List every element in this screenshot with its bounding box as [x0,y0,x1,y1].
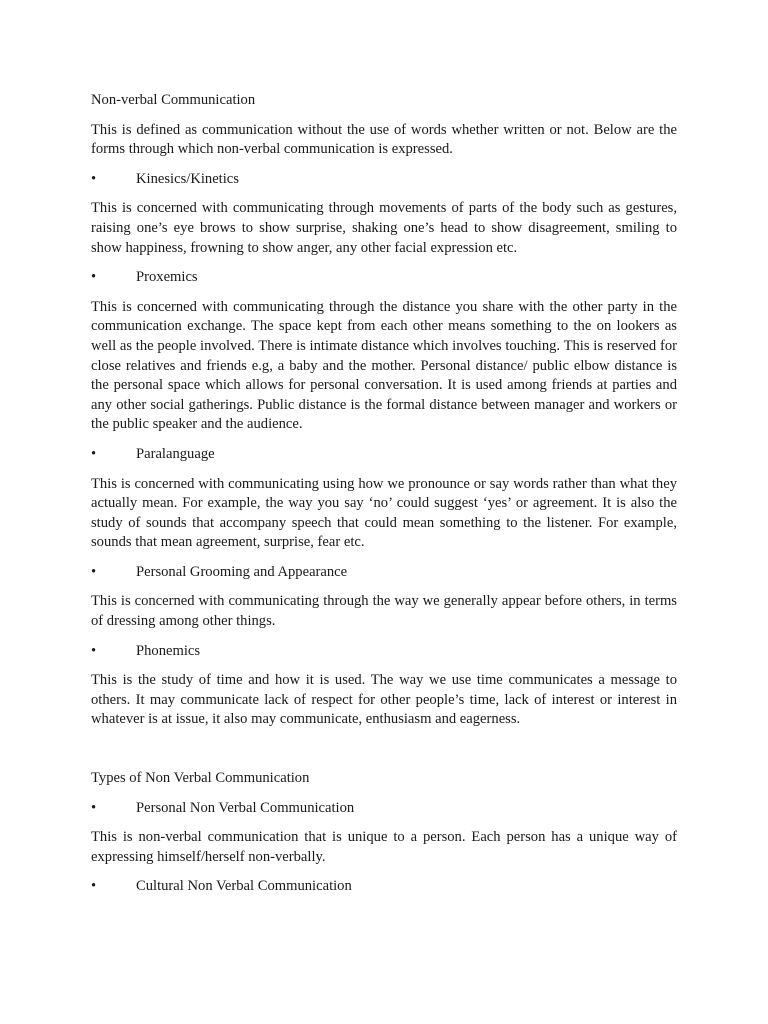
bullet-marker: • [91,563,97,580]
bullet-marker: • [91,269,97,286]
list-item-label: Paralanguage [136,445,215,462]
list-item-kinesics [91,170,677,190]
list-item-proxemics [91,268,677,288]
bullet-marker: • [91,445,97,462]
list-item-label: Phonemics [136,642,201,659]
phonemics-paragraph: This is the study of time and how it is used. The way we use time communicates a message to others. It may communicate lack of respect for other people’s time, lack of interest or interest in whatever is at issue, it also may communicate, enthusiasm and eagerness. [91,672,677,728]
bullet-marker: • [91,799,97,816]
bullet-marker: • [91,642,97,659]
list-item-paralanguage [91,445,677,465]
list-item-label: Personal Grooming and Appearance [136,563,348,580]
section-spacer [91,740,677,769]
intro-paragraph: This is defined as communication without the use of words whether written or not. Below are the forms through which non-verbal communication is expressed. [91,121,677,158]
list-item-grooming [91,563,677,583]
list-item-phonemics [91,642,677,662]
list-item-label: Cultural Non Verbal Communication [136,878,352,895]
personal-paragraph: This is non-verbal communication that is unique to a person. Each person has a unique way of expressing himself/herself non-verbally. [91,829,677,865]
list-item-personal [91,799,677,819]
list-item-cultural [91,877,677,897]
grooming-paragraph: This is concerned with communicating through the way we generally appear before others, in terms of dressing among other things. [91,593,677,630]
list-item-label: Kinesics/Kinetics [136,170,239,187]
proxemics-paragraph: This is concerned with communicating through the distance you share with the other party in the communication exchange. The space kept from each other means something to the on lookers as well as the people involved. There is intimate distance which involves touching. This is reserved for close relatives and friends e.g, a baby and the mother. Personal distance/ public elbow distance is the personal space which allows for personal conversation. It is used among friends at parties and any other social gatherings. Public distance is the formal distance between manager and workers or the public speaker and the audience. [91,298,677,433]
list-item-label: Proxemics [136,269,198,286]
kinesics-paragraph: This is concerned with communicating through movements of parts of the body such as gestures, raising one’s eye brows to show surprise, shaking one’s head to show disagreement, smiling to show happiness, frowning to show anger, any other facial expression etc. [91,200,677,256]
paralanguage-paragraph: This is concerned with communicating using how we pronounce or say words rather than what they actually mean. For example, the way you say ‘no’ could suggest ‘yes’ or agreement. It is also the study of sounds that accompany speech that could mean something to the listener. For example, sounds that mean agreement, surprise, fear etc. [91,475,677,551]
list-item-label: Personal Non Verbal Communication [136,799,355,816]
section-title-types: Types of Non Verbal Communication [91,770,310,787]
section-title-nonverbal: Non-verbal Communication [91,92,256,108]
bullet-marker: • [91,878,97,895]
bullet-marker: • [91,170,97,187]
